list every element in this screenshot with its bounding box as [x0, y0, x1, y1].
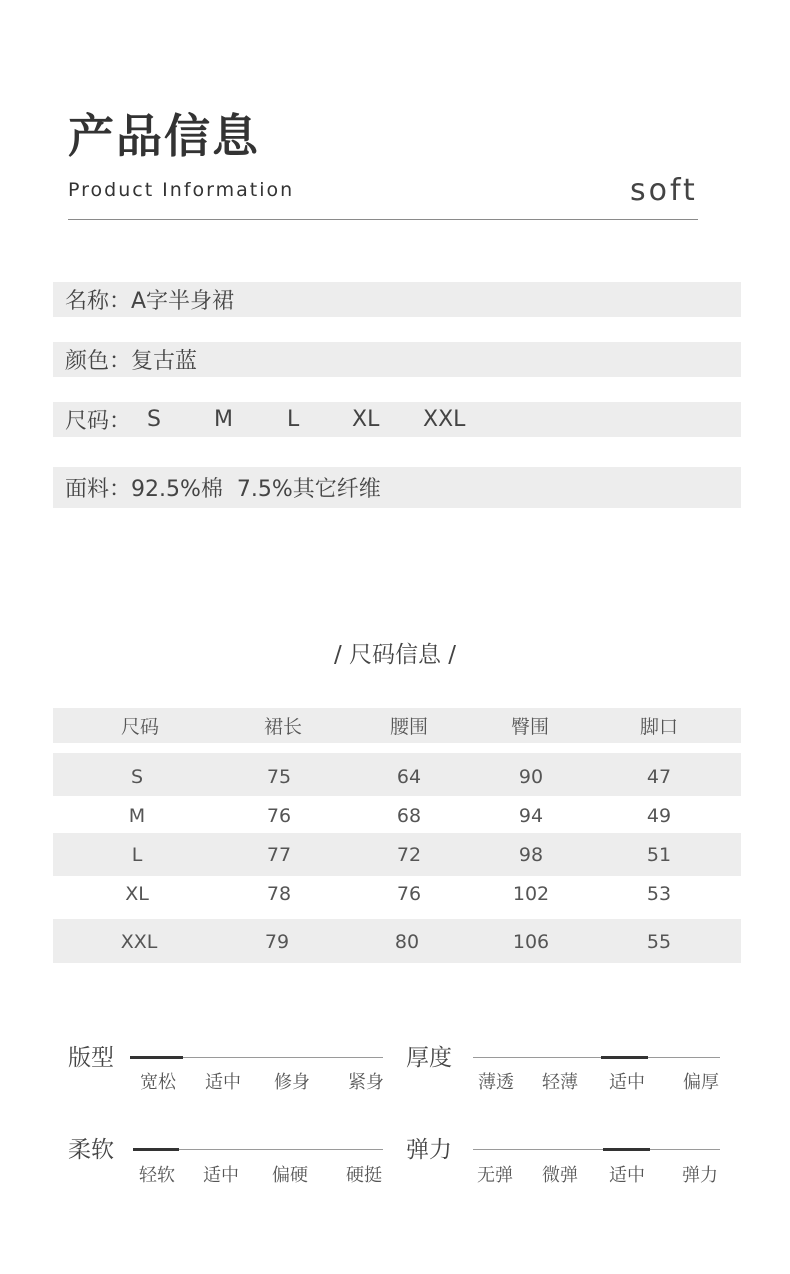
style-tag: soft	[630, 173, 698, 208]
table-cell: 76	[266, 805, 292, 827]
table-cell: 76	[396, 883, 422, 905]
page-title: 产品信息	[68, 109, 260, 163]
table-cell: 78	[266, 883, 292, 905]
rating-label: 弹力	[406, 1137, 452, 1163]
table-cell: 49	[646, 805, 672, 827]
table-cell: 53	[646, 883, 672, 905]
info-row-size	[53, 402, 741, 437]
rating-label: 柔软	[68, 1137, 114, 1163]
rating-option: 轻薄	[542, 1072, 578, 1093]
column-header: 臀围	[510, 716, 549, 738]
table-cell: 98	[518, 844, 544, 866]
size-option: XL	[352, 407, 380, 432]
table-cell: 90	[518, 766, 544, 788]
column-header: 裙长	[263, 716, 302, 738]
rating-option: 偏硬	[272, 1165, 308, 1186]
rating-option: 适中	[609, 1165, 645, 1186]
header-divider	[68, 219, 698, 220]
rating-option: 修身	[274, 1072, 310, 1093]
info-row-fabric	[53, 467, 741, 508]
info-color-text: 颜色：复古蓝	[65, 349, 198, 374]
table-cell: 102	[512, 883, 550, 905]
rating-option: 无弹	[477, 1165, 513, 1186]
rating-track	[473, 1057, 720, 1058]
info-row-name	[53, 282, 741, 317]
table-cell: 94	[518, 805, 544, 827]
size-section-heading: / 尺码信息 /	[333, 642, 457, 668]
table-cell: 68	[396, 805, 422, 827]
table-cell: 80	[394, 931, 420, 953]
table-cell: XL	[125, 883, 149, 905]
table-cell: 51	[646, 844, 672, 866]
table-cell: XXL	[120, 931, 158, 953]
info-size-label: 尺码：	[65, 409, 132, 434]
rating-option: 微弹	[542, 1165, 578, 1186]
info-row-color	[53, 342, 741, 377]
rating-indicator	[603, 1148, 650, 1151]
column-header: 脚口	[639, 716, 678, 738]
rating-option: 适中	[609, 1072, 645, 1093]
rating-label: 版型	[68, 1045, 114, 1071]
table-cell: S	[130, 766, 144, 788]
table-cell: L	[131, 844, 143, 866]
rating-option: 薄透	[478, 1072, 514, 1093]
column-header: 尺码	[120, 716, 159, 738]
table-cell: 47	[646, 766, 672, 788]
size-option: M	[214, 407, 233, 432]
size-option: XXL	[423, 407, 466, 432]
rating-option: 弹力	[682, 1165, 718, 1186]
rating-option: 适中	[203, 1165, 239, 1186]
rating-option: 适中	[205, 1072, 241, 1093]
rating-track	[473, 1149, 720, 1150]
rating-indicator	[130, 1056, 183, 1059]
rating-option: 偏厚	[683, 1072, 719, 1093]
rating-option: 硬挺	[346, 1165, 382, 1186]
rating-label: 厚度	[406, 1045, 452, 1071]
rating-indicator	[133, 1148, 179, 1151]
table-cell: M	[128, 805, 146, 827]
rating-indicator	[601, 1056, 648, 1059]
size-option: L	[287, 407, 300, 432]
size-option: S	[147, 407, 161, 432]
rating-option: 轻软	[139, 1165, 175, 1186]
rating-option: 宽松	[140, 1072, 176, 1093]
table-cell: 79	[264, 931, 290, 953]
page-subtitle: Product Information	[68, 179, 295, 201]
info-fabric-text: 面料：92.5%棉 7.5%其它纤维	[65, 477, 381, 502]
table-cell: 64	[396, 766, 422, 788]
table-cell: 55	[646, 931, 672, 953]
info-name-text: 名称：A字半身裙	[65, 289, 235, 314]
rating-option: 紧身	[348, 1072, 384, 1093]
table-cell: 106	[512, 931, 550, 953]
column-header: 腰围	[389, 716, 428, 738]
table-cell: 72	[396, 844, 422, 866]
table-cell: 75	[266, 766, 292, 788]
table-cell: 77	[266, 844, 292, 866]
